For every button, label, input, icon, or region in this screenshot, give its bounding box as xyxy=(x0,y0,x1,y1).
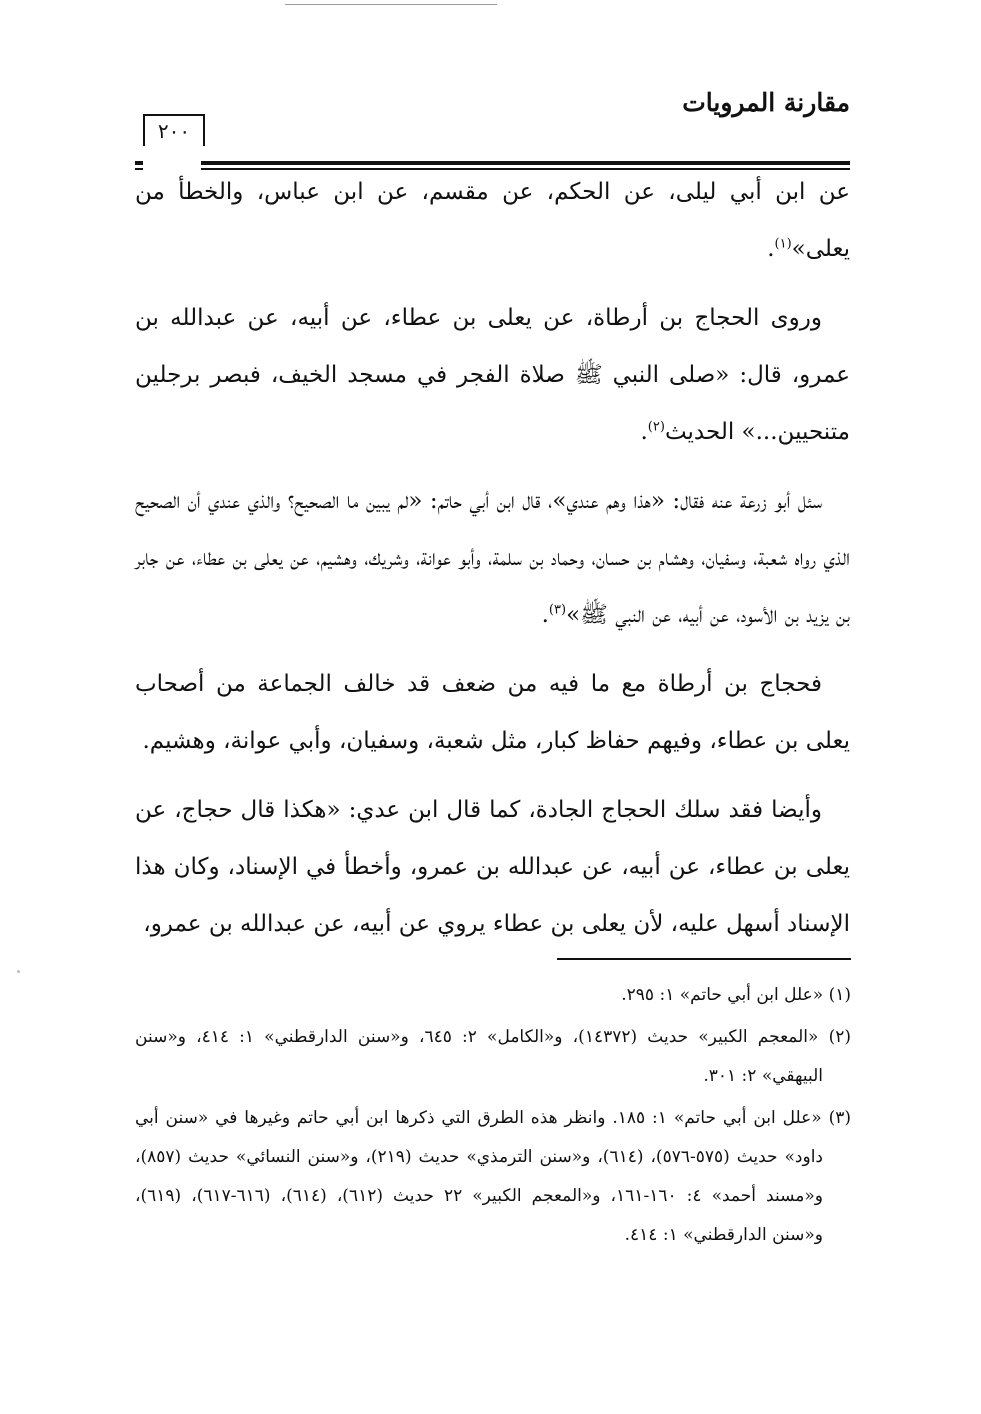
paragraph-end-mark: . xyxy=(767,236,775,262)
footnote-2 xyxy=(135,1018,851,1096)
footnote-number: (١) xyxy=(828,985,851,1005)
footnotes xyxy=(135,976,851,1258)
paragraph-1 xyxy=(135,164,850,278)
footnote-text: «المعجم الكبير» حديث (١٤٣٧٢)، و«الكامل» ٢: ٦٤٥، و«سنن الدارقطني» ١: ٤١٤، و«سنن البيهقي» ٢: ٣٠١. xyxy=(135,1027,823,1086)
paragraph-3 xyxy=(135,473,850,644)
paragraph-text: عن ابن أبي ليلى، عن الحكم، عن مقسم، عن ابن عباس، والخطأ من يعلى» xyxy=(135,179,850,262)
scan-artifact-line xyxy=(285,4,497,5)
footnote-reference: (٣) xyxy=(548,602,567,618)
main-text xyxy=(135,164,850,965)
paragraph-end-mark: . xyxy=(640,419,648,445)
footnote-reference: (٢) xyxy=(647,419,665,435)
footnote-1 xyxy=(135,976,851,1015)
scan-artifact-dot xyxy=(17,970,20,973)
paragraph-end-mark: . xyxy=(541,602,549,628)
page-header xyxy=(135,88,850,148)
paragraph-2 xyxy=(135,290,850,461)
footnote-reference: (١) xyxy=(774,236,792,252)
footnote-number: (٢) xyxy=(828,1027,851,1047)
paragraph-text: وأيضا فقد سلك الحجاج الجادة، كما قال ابن عدي: «هكذا قال حجاج، عن يعلى بن عطاء، عن أبيه، عن عبدالله بن عمرو، وأخطأ في الإسناد، وكان هذا الإسناد أسهل عليه، لأن يعلى بن عطاء يروي عن أبيه، عن عبدالله بن عمرو، xyxy=(135,797,850,937)
paragraph-5 xyxy=(135,782,850,953)
book-title: مقارنة المرويات xyxy=(682,88,850,117)
page-number: ٢٠٠ xyxy=(143,114,205,146)
paragraph-text: فحجاج بن أرطاة مع ما فيه من ضعف قد خالف الجماعة من أصحاب يعلى بن عطاء، وفيهم حفاظ كبار، مثل شعبة، وسفيان، وأبي عوانة، وهشيم. xyxy=(135,671,850,754)
footnote-text: «علل ابن أبي حاتم» ١: ٢٩٥. xyxy=(621,985,824,1005)
footnote-3 xyxy=(135,1099,851,1255)
footnote-number: (٣) xyxy=(828,1108,851,1128)
paragraph-4 xyxy=(135,656,850,770)
footnote-divider xyxy=(557,958,851,960)
footnote-text: «علل ابن أبي حاتم» ١: ١٨٥. وانظر هذه الطرق التي ذكرها ابن أبي حاتم وغيرها في «سنن أبي داود» حديث (٥٧٥-٥٧٦)، (٦١٤)، و«سنن الترمذي» حديث (٢١٩)، و«سنن النسائي» حديث (٨٥٧)، و«مسند أحمد» ٤: ١٦٠-١٦١، و«المعجم الكبير» ٢٢ حديث (٦١٢)، (٦١٤)، (٦١٦-٦١٧)، (٦١٩)، و«سنن الدارقطني» ١: ٤١٤. xyxy=(135,1108,823,1245)
paragraph-text: سئل أبو زرعة عنه فقال: «هذا وهم عندي»، قال ابن أبي حاتم: «لم يبين ما الصحيح؟ والذي عندي أن الصحيح الذي رواه شعبة، وسفيان، وهشام بن حسان، وحماد بن سلمة، وأبو عوانة، وشريك، وهشيم، عن يعلى بن عطاء، عن جابر بن يزيد بن الأسود، عن أبيه، عن النبي ﷺ» xyxy=(135,488,850,628)
paragraph-text: وروى الحجاج بن أرطاة، عن يعلى بن عطاء، عن أبيه، عن عبدالله بن عمرو، قال: «صلى النبي ﷺ صلاة الفجر في مسجد الخيف، فبصر برجلين متنحيين...» الحديث xyxy=(135,305,850,445)
